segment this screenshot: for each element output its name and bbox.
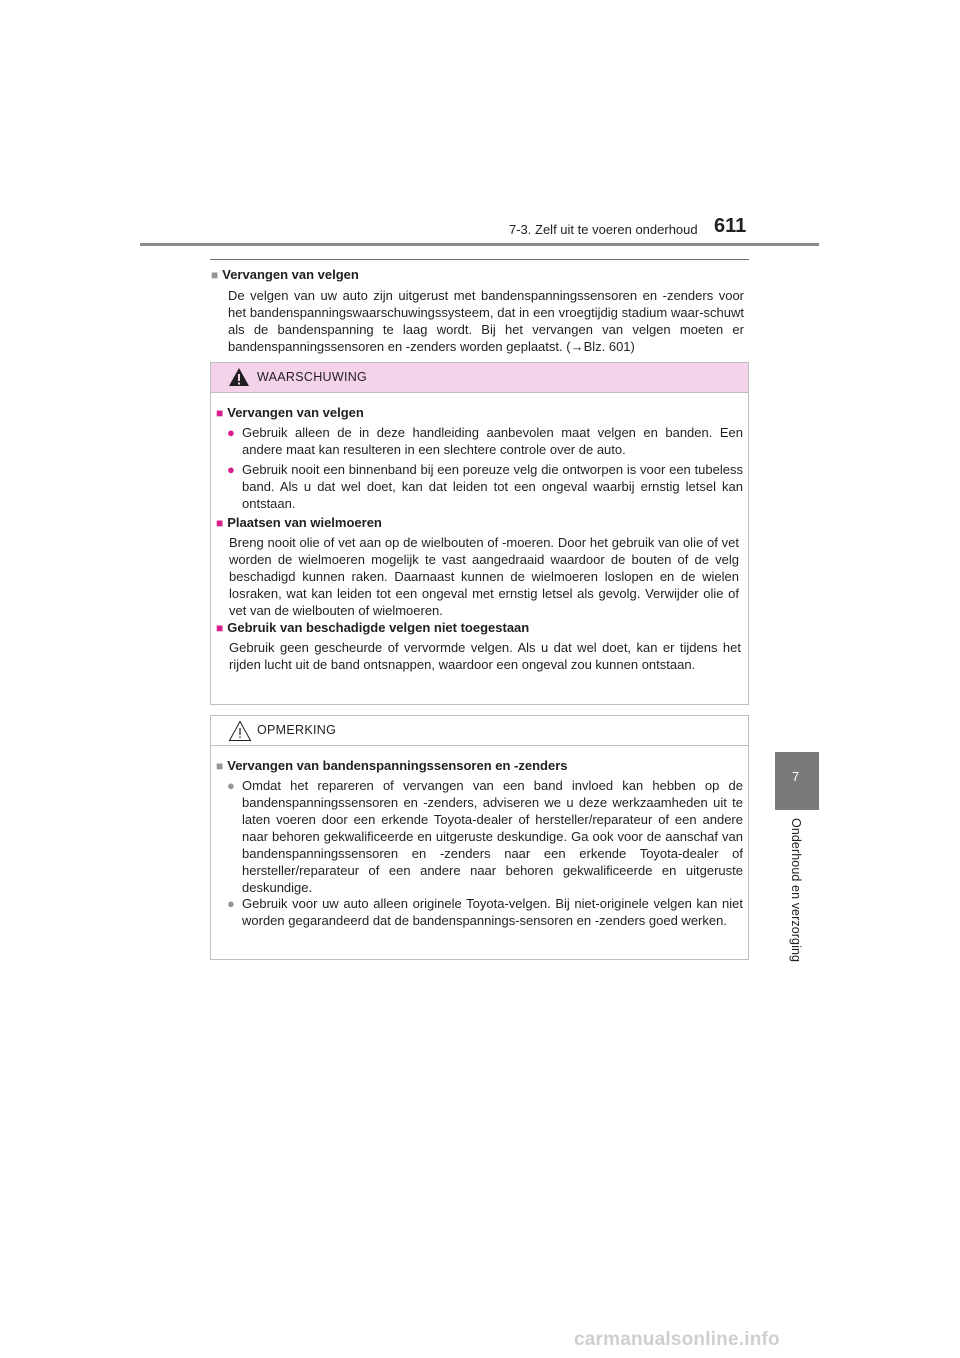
circle-bullet-icon: ● [227, 778, 235, 793]
warning-s3-heading [216, 620, 529, 635]
square-bullet-icon: ■ [211, 268, 219, 282]
page-number: 611 [714, 215, 747, 237]
notice-triangle-icon [228, 720, 252, 742]
notice-title: OPMERKING [257, 723, 337, 737]
circle-bullet-icon: ● [227, 896, 235, 911]
circle-bullet-icon: ● [227, 425, 235, 440]
square-bullet-icon: ■ [216, 759, 224, 773]
square-bullet-icon: ■ [216, 516, 224, 530]
warning-s2-heading-text: Plaatsen van wielmoeren [227, 515, 382, 530]
notice-s1-heading-text: Vervangen van bandenspanningssensoren en -zenders [227, 758, 568, 773]
notice-s1-bullet-2-text: Gebruik voor uw auto alleen originele Toyota-velgen. Bij niet-originele velgen kan niet worden gegarandeerd dat de bandenspannings-sensoren en -zenders goed werken. [242, 896, 743, 928]
header-rule [140, 243, 819, 246]
circle-bullet-icon: ● [227, 462, 235, 477]
intro-heading [211, 267, 359, 282]
content-top-rule [210, 259, 749, 260]
warning-s3-body: Gebruik geen gescheurde of vervormde velgen. Als u dat wel doet, kan er tijdens het rijden lucht uit de band ontsnappen, waardoor een ongeval zou kunnen ontstaan. [229, 640, 741, 672]
warning-s3-heading-text: Gebruik van beschadigde velgen niet toegestaan [227, 620, 530, 635]
warning-s2-heading [216, 515, 382, 530]
warning-title: WAARSCHUWING [257, 370, 368, 384]
square-bullet-icon: ■ [216, 406, 224, 420]
warning-s1-bullet-2 [227, 461, 743, 512]
chapter-title: Onderhoud en verzorging [789, 818, 803, 963]
intro-heading-text: Vervangen van velgen [222, 267, 359, 282]
warning-s1-heading [216, 405, 364, 420]
square-bullet-icon: ■ [216, 621, 224, 635]
warning-box-header [211, 363, 748, 393]
notice-box-header [211, 716, 748, 746]
warning-s1-bullet-2-text: Gebruik nooit een binnenband bij een poreuze velg die ontworpen is voor een tubeless band. Als u dat wel doet, kan dat leiden tot een ongeval waarbij ernstig letsel kan ontstaan. [242, 462, 743, 511]
notice-s1-heading [216, 758, 568, 773]
warning-s2-body: Breng nooit olie of vet aan op de wielbouten of -moeren. Door het gebruik van olie of vet worden de wielmoeren mogelijk te vast aangedraaid waardoor de bouten of de velg beschadigd kunnen raken. Daarnaast kunnen de wielmoeren loslopen en de wielen losraken, wat kan leiden tot een ongeval met ernstig letsel als gevolg. Verwijder olie of vet van de wielbouten of wielmoeren. [229, 535, 739, 618]
notice-s1-bullet-2 [227, 895, 743, 929]
warning-s1-bullet-1 [227, 424, 743, 458]
warning-s1-bullet-1-text: Gebruik alleen de in deze handleiding aanbevolen maat velgen en banden. Een andere maat kan resulteren in een slechtere controle over de auto. [242, 425, 743, 457]
intro-body: De velgen van uw auto zijn uitgerust met bandenspanningssensoren en -zenders voor het bandenspanningswaarschuwingssysteem, dat in een vroegtijdig stadium waar-schuwt als de bandenspanning te laag wordt. Bij het vervangen van velgen moeten er bandenspanningssensoren en -zenders worden geplaatst. (→Blz. 601) [228, 288, 744, 354]
header-section-title: 7-3. Zelf uit te voeren onderhoud [509, 222, 698, 237]
warning-triangle-icon [228, 367, 250, 387]
notice-s1-bullet-1-text: Omdat het repareren of vervangen van een band invloed kan hebben op de bandenspanningssensoren en -zenders, adviseren we u deze werkzaamheden uit te laten voeren door een erkende Toyota-dealer of hersteller/reparateur of een andere naar behoren gekwalificeerde en uitgeruste deskundige. Ga ook voor de aanschaf van bandenspanningssensoren en -zenders naar een erkende Toyota-dealer of hersteller/reparateur of een andere naar behoren gekwalificeerde en uitgeruste deskundige. [242, 778, 743, 895]
warning-s1-heading-text: Vervangen van velgen [227, 405, 364, 420]
chapter-number: 7 [792, 769, 800, 784]
notice-s1-bullet-1 [227, 777, 743, 896]
watermark: carmanualsonline.info [574, 1329, 780, 1350]
